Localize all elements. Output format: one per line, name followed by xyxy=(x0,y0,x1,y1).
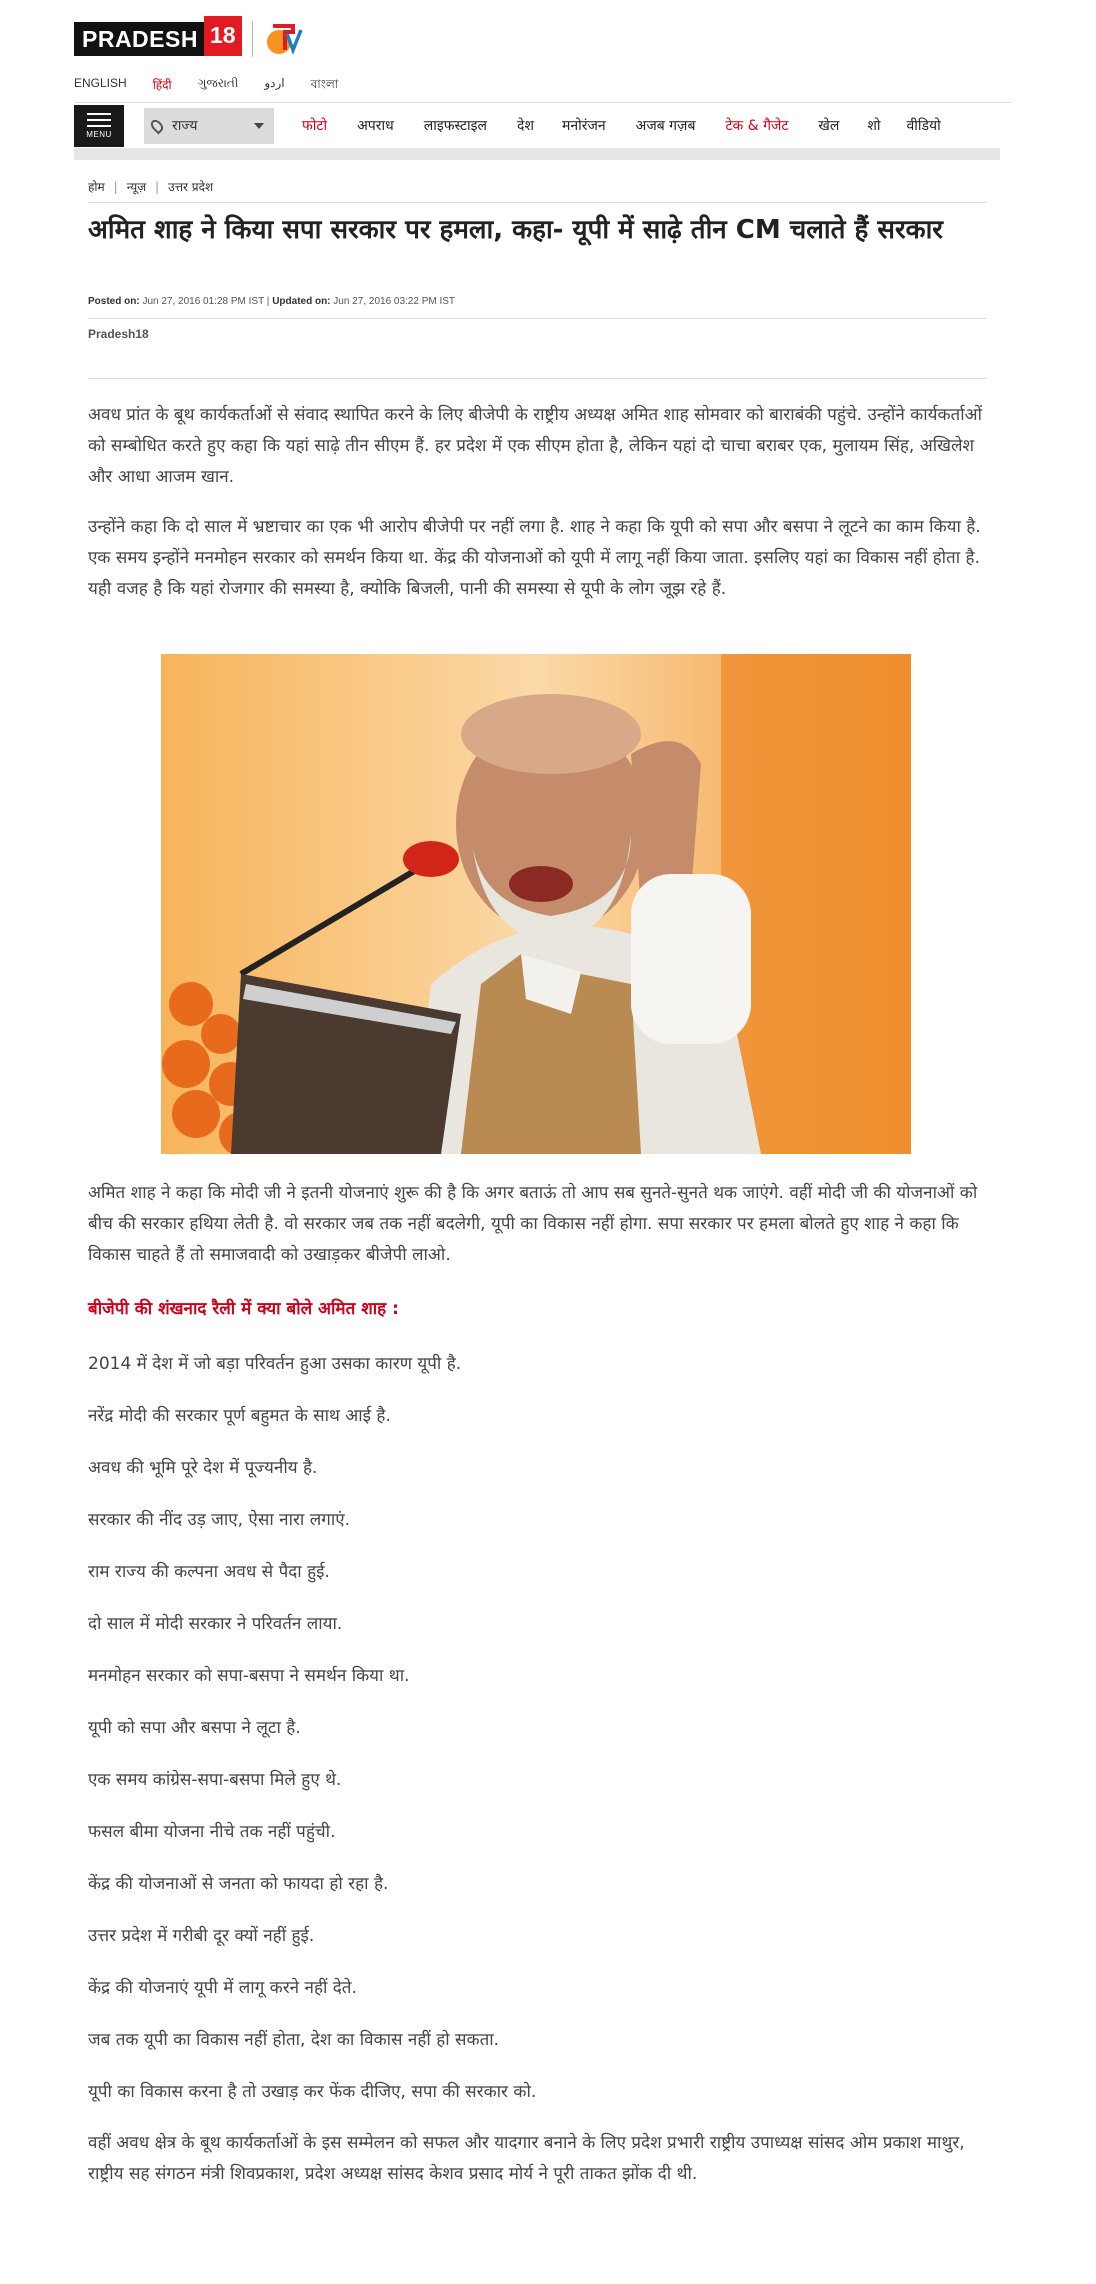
chevron-down-icon xyxy=(254,123,264,129)
nav-item-tech[interactable]: टेक & गैजेट xyxy=(725,118,789,134)
nav-item-video[interactable]: वीडियो xyxy=(906,118,941,134)
updated-label: Updated on: xyxy=(272,296,331,307)
list-item: जब तक यूपी का विकास नहीं होता, देश का विकास नहीं हो सकता. xyxy=(88,2030,500,2050)
state-dropdown[interactable] xyxy=(144,108,274,144)
list-item: उत्तर प्रदेश में गरीबी दूर क्यों नहीं हुई. xyxy=(88,1926,315,1946)
nav-underline-strip xyxy=(74,148,1000,160)
lang-urdu[interactable]: اردو xyxy=(264,76,285,90)
lang-bangla[interactable]: বাংলা xyxy=(310,77,339,91)
nav-item-lifestyle[interactable]: लाइफस्टाइल xyxy=(423,118,488,134)
menu-button[interactable] xyxy=(74,105,124,147)
etv-logo-icon[interactable] xyxy=(263,20,305,58)
article-closing-paragraph: वहीं अवध क्षेत्र के बूथ कार्यकर्ताओं के इस सम्मेलन को सफल और यादगार बनाने के लिए प्रदेश प्रभारी राष्ट्रीय उपाध्यक्ष सांसद ओम प्रकाश माथुर, राष्ट्रीय सह संगठन मंत्री शिवप्रकाश, प्रदेश अध्यक्ष सांसद केशव प्रसाद मोर्य ने पूरी ताकत झोंक दी थी. xyxy=(88,2133,965,2184)
list-item: दो साल में मोदी सरकार ने परिवर्तन लाया. xyxy=(88,1614,343,1634)
article-paragraph-3: अमित शाह ने कहा कि मोदी जी ने इतनी योजनाएं शुरू की है कि अगर बताऊं तो आप सब सुनते-सुनते थक जाएंगे. वहीं मोदी जी की योजनाओं को बीच की सरकार हथिया लेती है. वो सरकार जब तक नहीं बदलेगी, यूपी का विकास नहीं होगा. सपा सरकार पर हमला बोलते हुए शाह ने कहा कि विकास चाहते हैं तो समाजवादी को उखाड़कर बीजेपी लाओ. xyxy=(88,1183,978,1265)
pradesh18-logo[interactable] xyxy=(74,19,242,59)
hamburger-icon xyxy=(87,113,111,127)
list-item: यूपी को सपा और बसपा ने लूटा है. xyxy=(88,1718,301,1738)
divider xyxy=(88,318,986,319)
breadcrumb-uttar-pradesh[interactable]: उत्तर प्रदेश xyxy=(168,180,214,194)
article-photo xyxy=(161,654,911,1154)
breadcrumb-separator: | xyxy=(113,179,118,194)
logo-number: 18 xyxy=(204,16,242,56)
nav-item-ajab-gajab[interactable]: अजब गज़ब xyxy=(635,118,696,134)
logo-divider xyxy=(252,21,253,57)
lang-hindi[interactable]: हिंदी xyxy=(152,78,172,92)
article-paragraph-1: अवध प्रांत के बूथ कार्यकर्ताओं से संवाद स्थापित करने के लिए बीजेपी के राष्ट्रीय अध्यक्ष अमित शाह सोमवार को बाराबंकी पहुंचे. उन्होंने कार्यकर्ताओं को सम्बोधित करते हुए कहा कि यहां साढ़े तीन सीएम हैं. हर प्रदेश में एक सीएम होता है, लेकिन यहां दो चाचा बराबर एक, मुलायम सिंह, अखिलेश और आधा आजम खान. xyxy=(88,405,982,487)
list-item: सरकार की नींद उड़ जाए, ऐसा नारा लगाएं. xyxy=(88,1510,351,1530)
article-dates xyxy=(88,296,455,307)
site-header-logos xyxy=(74,16,305,62)
location-pin-icon xyxy=(149,117,166,134)
list-item: केंद्र की योजनाओं से जनता को फायदा हो रहा है. xyxy=(88,1874,389,1894)
main-nav xyxy=(74,102,1012,148)
breadcrumb-separator: | xyxy=(155,179,160,194)
list-item: यूपी का विकास करना है तो उखाड़ कर फेंक दीजिए, सपा की सरकार को. xyxy=(88,2082,537,2102)
rally-subheading: बीजेपी की शंखनाद रैली में क्या बोले अमित शाह : xyxy=(88,1299,399,1319)
state-dropdown-value: राज्य xyxy=(172,118,198,134)
date-separator: | xyxy=(266,296,273,307)
lang-gujarati[interactable]: ગુજરાતી xyxy=(197,76,239,90)
nav-item-sports[interactable]: खेल xyxy=(818,118,840,134)
lang-english[interactable]: ENGLISH xyxy=(74,76,127,90)
logo-wordmark: PRADESH xyxy=(74,22,204,56)
list-item: अवध की भूमि पूरे देश में पूज्यनीय है. xyxy=(88,1458,318,1478)
article-headline: अमित शाह ने किया सपा सरकार पर हमला, कहा- यूपी में साढ़े तीन CM चलाते हैं सरकार xyxy=(88,215,943,245)
list-item: नरेंद्र मोदी की सरकार पूर्ण बहुमत के साथ आई है. xyxy=(88,1406,391,1426)
list-item: 2014 में देश में जो बड़ा परिवर्तन हुआ उसका कारण यूपी है. xyxy=(88,1354,462,1374)
list-item: मनमोहन सरकार को सपा-बसपा ने समर्थन किया था. xyxy=(88,1666,410,1686)
list-item: फसल बीमा योजना नीचे तक नहीं पहुंची. xyxy=(88,1822,336,1842)
posted-label: Posted on: xyxy=(88,296,140,307)
list-item: केंद्र की योजनाएं यूपी में लागू करने नहीं देते. xyxy=(88,1978,357,1998)
nav-item-shows[interactable]: शो xyxy=(867,118,881,134)
breadcrumb-home[interactable]: होम xyxy=(88,180,105,194)
nav-item-country[interactable]: देश xyxy=(517,118,534,134)
article-source: Pradesh18 xyxy=(88,327,149,341)
divider xyxy=(88,202,986,203)
nav-item-crime[interactable]: अपराध xyxy=(357,118,394,134)
nav-items xyxy=(278,116,941,135)
nav-item-entertainment[interactable]: मनोरंजन xyxy=(561,118,606,134)
posted-date: Jun 27, 2016 01:28 PM IST xyxy=(142,296,265,307)
breadcrumb xyxy=(88,178,213,195)
menu-label: MENU xyxy=(86,129,112,139)
language-switcher xyxy=(74,76,364,96)
list-item: एक समय कांग्रेस-सपा-बसपा मिले हुए थे. xyxy=(88,1770,342,1790)
divider xyxy=(88,378,986,379)
article-paragraph-2: उन्होंने कहा कि दो साल में भ्रष्टाचार का एक भी आरोप बीजेपी पर नहीं लगा है. शाह ने कहा कि यूपी को सपा और बसपा ने लूटने का काम किया है. एक समय इन्होंने मनमोहन सरकार को समर्थन किया था. केंद्र की योजनाओं को यूपी में लागू नहीं किया जाता. इसलिए यहां का विकास नहीं होता है. यही वजह है कि यहां रोजगार की समस्या है, क्योकि बिजली, पानी की समस्या से यूपी के लोग जूझ रहे हैं. xyxy=(88,517,981,599)
list-item: राम राज्य की कल्पना अवध से पैदा हुई. xyxy=(88,1562,330,1582)
breadcrumb-news[interactable]: न्यूज़ xyxy=(126,180,147,194)
nav-item-photo[interactable]: फोटो xyxy=(302,118,328,134)
updated-date: Jun 27, 2016 03:22 PM IST xyxy=(333,296,456,307)
